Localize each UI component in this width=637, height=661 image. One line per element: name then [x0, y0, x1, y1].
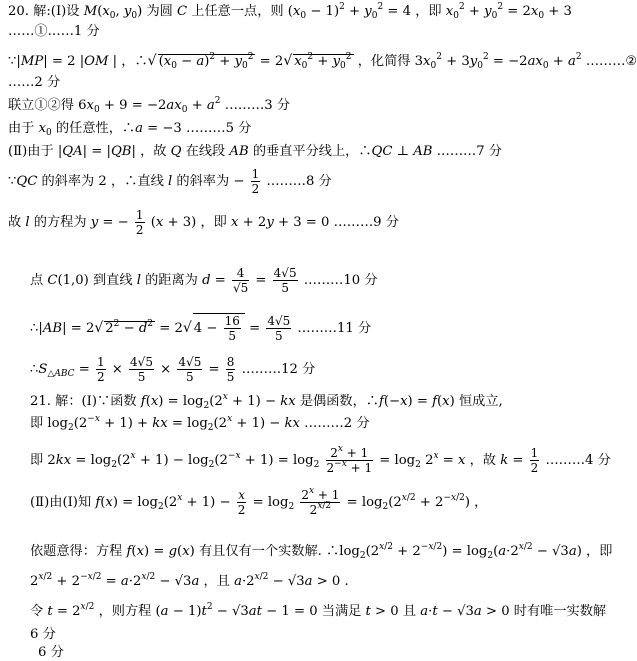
q20-line-9: ∴|AB| = 2√ $2^2 - d^2 = 2√$ 4 − $\frac{16}{5}$ = $\frac{4√5}{5}$ ………11 分 — [30, 314, 372, 343]
q20-line-1-tag: ……①……1 分 — [8, 24, 100, 39]
q21-line-5: 依题意得：方程 f(x) = g(x) 有且仅有一个实数解. $\therefore\log_2(2^{x/2} + 2^{-x/2}) = \log_2(a\cdot 2^{x/2} - √3a)$ ，即 — [30, 542, 613, 561]
q21-line-1: 21. 解：(Ⅰ)∵函数 $f(x) = \log_2(2^x + 1)$ − kx 是偶函数，∴f(−x) = f(x) 恒成立, — [30, 392, 503, 411]
q20-line-5: (Ⅱ)由于 |QA| = |QB| ，故 Q 在线段 AB 的垂直平分线上，∴QC ⊥ AB ………7 分 — [8, 144, 502, 159]
q21-line-2: 即 $\log_2(2^{-x} + 1)$ + kx = $\log_2(2^x + 1)$ − kx ………2 分 — [30, 414, 370, 433]
q20-line-1: 20. 解:(Ⅰ)设 $M(x_0$, $y_0$) 为圆 C 上任意一点，则 $(x_0 - 1)^2 + y_0^2 = 4$ ，即 $x_0^2 + y_0^2 = 2x_0 + 3$ — [8, 2, 572, 21]
q21-line-9: 6 分 — [38, 645, 64, 660]
q21-line-7: 令 $t = 2^{x/2}$ ，则方程 $(a - 1)t^2 - √3at - 1 = 0$ 当满足 t > 0 且 a·t − √3a > 0 时有唯一实数解 — [30, 602, 607, 619]
q21-line-3: 即 $2kx = \log_2(2^x + 1) - \log_2(2^{-x} + 1) = \log_2$ $\frac{2^x + 1}{2^{-x} + 1}$ = $\log_2 2^x = x$ ，故 k = $\frac{1}{2}$ ………4 分 — [30, 444, 611, 475]
q20-line-2: ∵|MP| = 2 |OM | ，∴√ $(x_0 - a)^2 + y_0^2 = 2√$ $x_0^2 + y_0^2$ ，化简得 $3x_0^2 + 3y_0^2 = -2ax_0 + a^2$ ………② — [8, 52, 637, 71]
q21-line-6: $2^{x/2} + 2^{-x/2} = a\cdot 2^{x/2} - √3a$ ，且 $a\cdot 2^{x/2} - √3a > 0$ . — [30, 572, 349, 589]
q20-line-10: $\therefore S_{\triangle ABC}$ = $\frac{1}{2}$ × $\frac{4√5}{5}$ × $\frac{4√5}{5}$ = $\frac{8}{5}$ ………12 分 — [30, 355, 316, 384]
q20-line-6: ∵QC 的斜率为 2 ，∴直线 l 的斜率为 − $\frac{1}{2}$ ………8 分 — [8, 167, 332, 196]
q20-line-3: 联立①②得 $6x_0 + 9 = -2ax_0 + a^2$ ………3 分 — [8, 96, 291, 115]
q20-line-2-tag: ……2 分 — [8, 75, 61, 90]
q21-line-4: (Ⅱ)由(Ⅰ)知 $f(x) = \log_2(2^x + 1)$ − $\frac{x}{2}$ = $\log_2$ $\frac{2^x + 1}{2^{x/2}}$ = $\log_2(2^{x/2} + 2^{-x/2})$ ， — [30, 486, 488, 517]
q21-line-8: 6 分 — [30, 627, 56, 642]
q20-line-8: 点 C(1,0) 到直线 l 的距离为 d = $\frac{4}{√5}$ = $\frac{4√5}{5}$ ………10 分 — [30, 266, 378, 295]
q20-line-7: 故 l 的方程为 y = − $\frac{1}{2}$ (x + 3) ，即 x + 2y + 3 = 0 ………9 分 — [8, 208, 399, 237]
q20-line-4: 由于 $x_0$ 的任意性，∴a = −3 ………5 分 — [8, 121, 252, 138]
